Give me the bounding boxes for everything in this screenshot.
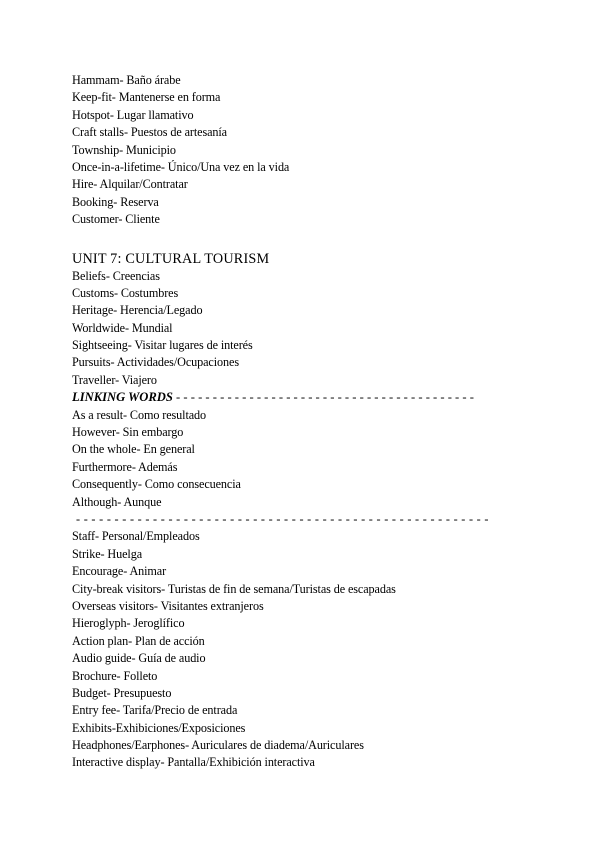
vocab-item: Booking- Reserva bbox=[72, 194, 159, 209]
vocab-item: Exhibits-Exhibiciones/Exposiciones bbox=[72, 720, 246, 735]
vocab-item: Township- Municipio bbox=[72, 142, 176, 157]
linking-item: On the whole- En general bbox=[72, 442, 195, 457]
vocab-item: Worldwide- Mundial bbox=[72, 320, 173, 335]
vocab-item: Budget- Presupuesto bbox=[72, 685, 172, 700]
vocab-item: Brochure- Folleto bbox=[72, 668, 158, 683]
document-page bbox=[72, 72, 542, 772]
linking-words-list bbox=[72, 407, 542, 511]
vocab-item: Strike- Huelga bbox=[72, 546, 143, 561]
linking-item: As a result- Como resultado bbox=[72, 407, 207, 422]
vocab-item: Customs- Costumbres bbox=[72, 285, 179, 300]
vocab-item: Hieroglyph- Jeroglífico bbox=[72, 616, 185, 631]
vocab-item: Heritage- Herencia/Legado bbox=[72, 303, 203, 318]
section-gap bbox=[72, 229, 542, 249]
vocab-item: Customer- Cliente bbox=[72, 212, 160, 227]
linking-words-heading bbox=[72, 389, 542, 406]
vocab-item: Action plan- Plan de acción bbox=[72, 633, 205, 648]
unit-7-vocabulary-list bbox=[72, 268, 542, 390]
vocab-item: Pursuits- Actividades/Ocupaciones bbox=[72, 355, 239, 370]
vocab-item: Hotspot- Lugar llamativo bbox=[72, 107, 194, 122]
vocab-item: Overseas visitors- Visitantes extranjeros bbox=[72, 598, 264, 613]
vocab-item: Headphones/Earphones- Auriculares de diadema/Auriculares bbox=[72, 738, 364, 753]
vocab-item: Encourage- Animar bbox=[72, 564, 167, 579]
vocab-item: Entry fee- Tarifa/Precio de entrada bbox=[72, 703, 238, 718]
linking-words-dashes: - - - - - - - - - - - - - - - - - - - - - - - - - - - - - - - - - - - - - - - - - bbox=[172, 390, 474, 405]
vocab-item: Craft stalls- Puestos de artesanía bbox=[72, 125, 227, 140]
linking-words-title: LINKING WORDS bbox=[72, 390, 173, 405]
vocab-item: City-break visitors- Turistas de fin de semana/Turistas de escapadas bbox=[72, 581, 396, 596]
vocabulary-list-bottom bbox=[72, 528, 542, 771]
linking-item: However- Sin embargo bbox=[72, 425, 184, 440]
vocab-item: Staff- Personal/Empleados bbox=[72, 529, 200, 544]
linking-item: Consequently- Como consecuencia bbox=[72, 477, 241, 492]
vocab-item: Once-in-a-lifetime- Único/Una vez en la vida bbox=[72, 159, 290, 174]
vocab-item: Beliefs- Creencias bbox=[72, 268, 160, 283]
vocab-item: Audio guide- Guía de audio bbox=[72, 651, 206, 666]
vocab-item: Traveller- Viajero bbox=[72, 372, 157, 387]
dashed-separator: - - - - - - - - - - - - - - - - - - - - - - - - - - - - - - - - - - - - - - - - - - - - - - - - - - - - - - bbox=[76, 511, 489, 526]
vocab-item: Interactive display- Pantalla/Exhibición interactiva bbox=[72, 755, 315, 770]
vocab-item: Hammam- Baño árabe bbox=[72, 73, 181, 87]
vocab-item: Sightseeing- Visitar lugares de interés bbox=[72, 338, 253, 353]
linking-item: Although- Aunque bbox=[72, 494, 162, 509]
linking-item: Furthermore- Además bbox=[72, 459, 178, 474]
vocab-item: Hire- Alquilar/Contratar bbox=[72, 177, 188, 192]
vocabulary-list-top bbox=[72, 72, 542, 229]
vocab-item: Keep-fit- Mantenerse en forma bbox=[72, 90, 221, 105]
unit-7-heading: UNIT 7: CULTURAL TOURISM bbox=[72, 250, 270, 267]
